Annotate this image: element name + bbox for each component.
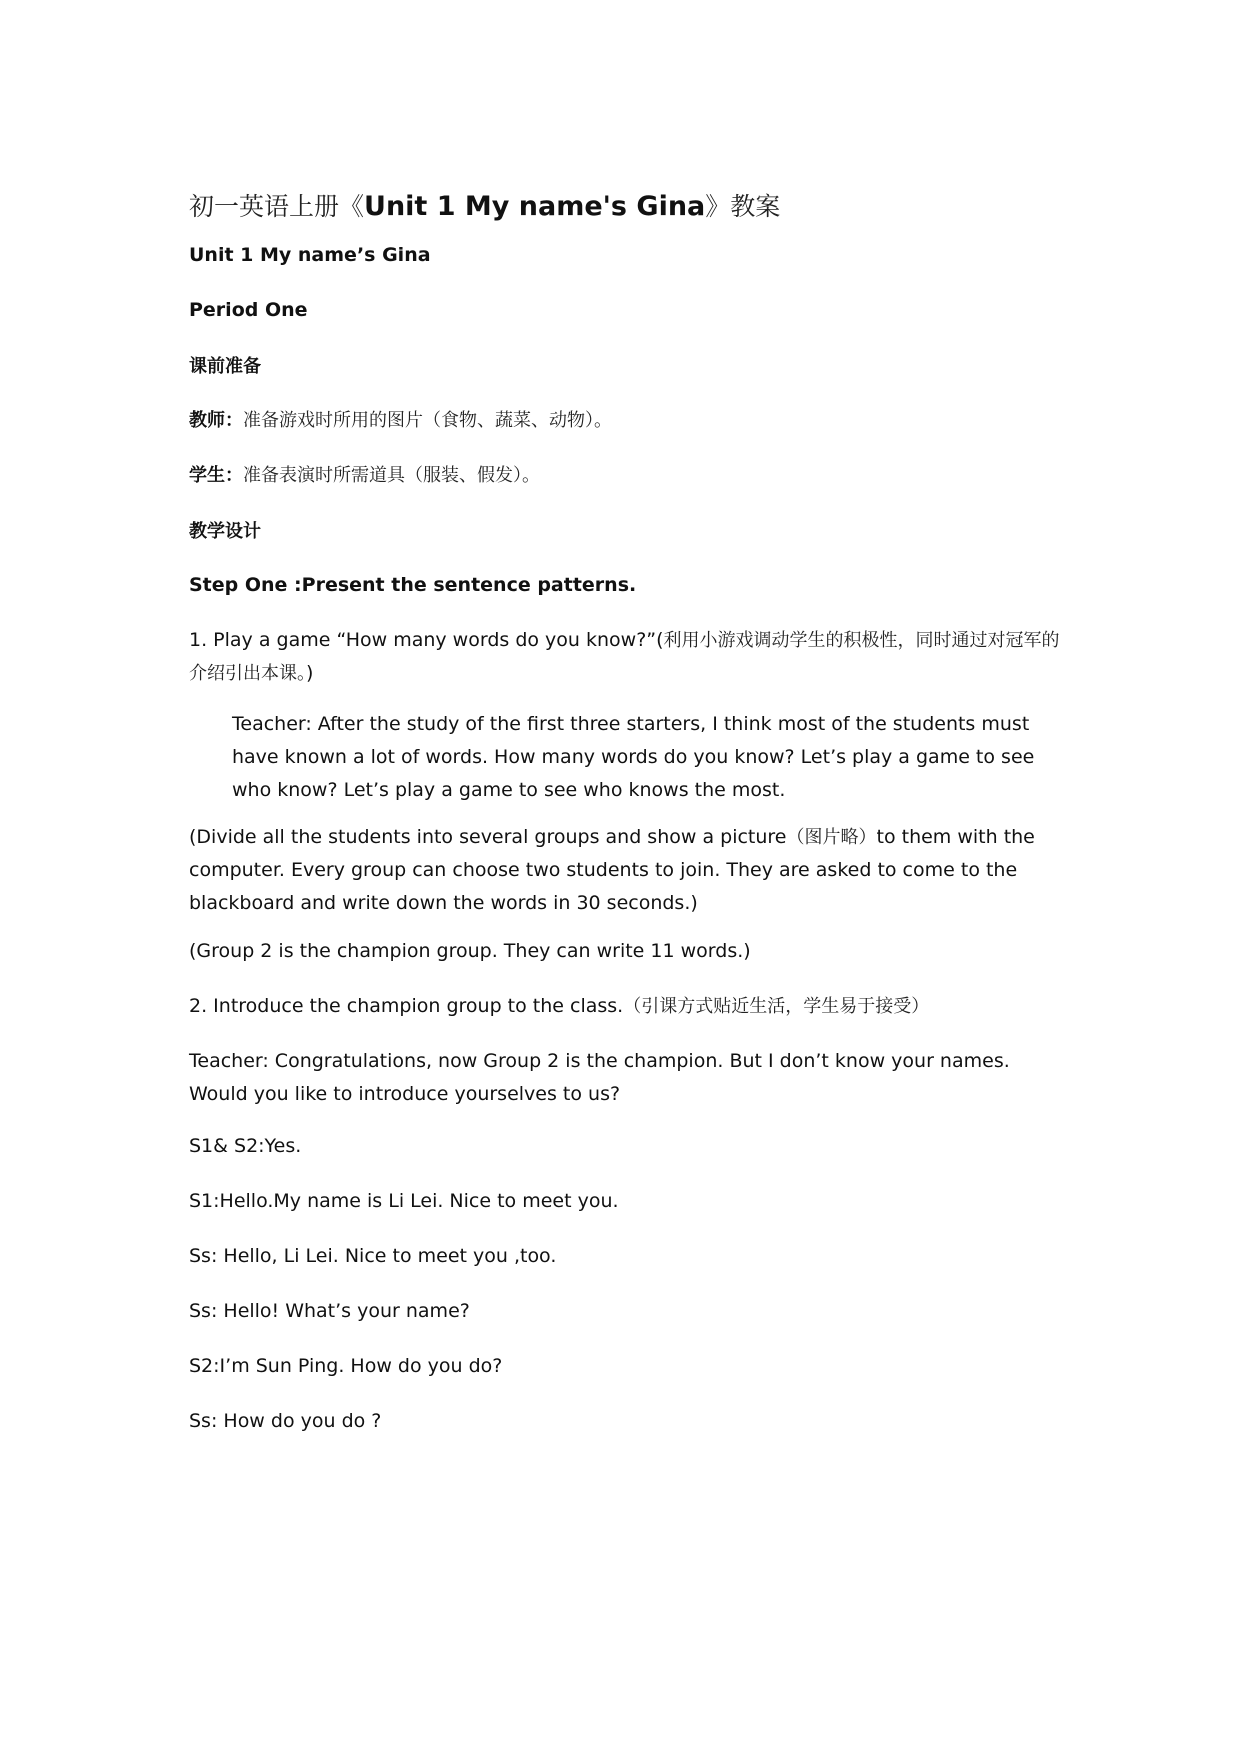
item-1-en: 1. Play a game “How many words do you know?”(: [189, 629, 664, 651]
dialogue-line: S1:Hello.My name is Li Lei. Nice to meet you.: [189, 1190, 619, 1212]
student-prep: [189, 459, 1069, 492]
dialogue-line: S2:I’m Sun Ping. How do you do?: [189, 1355, 503, 1377]
teacher-prep-text: 准备游戏时所用的图片（食物、蔬菜、动物）。: [243, 410, 612, 431]
item-2-en: 2. Introduce the champion group to the class.: [189, 995, 624, 1017]
teacher-quote: Teacher: After the study of the first three starters, I think most of the students must have known a lot of words. How many words do you know? Let’s play a game to see who know? Let’s play a game to see who knows the most.: [232, 713, 1035, 801]
prep-heading: 课前准备: [189, 356, 261, 377]
divide-paragraph: [189, 821, 1069, 920]
item-1-close: ): [306, 662, 314, 684]
item-2-cn: （引课方式贴近生活，学生易于接受）: [623, 996, 930, 1017]
divide-after: to them with the computer. Every group can choose two students to join. They are asked to come to the blackboard and write down the words in 30 seconds.): [189, 826, 1035, 914]
student-label: 学生：: [189, 465, 243, 486]
dialogue-line: Ss: Hello! What’s your name?: [189, 1300, 470, 1322]
dialogue-line: Ss: How do you do ?: [189, 1410, 382, 1432]
title-en: Unit 1 My name's Gina: [364, 191, 706, 222]
divide-before: (Divide all the students into several groups and show a picture: [189, 826, 787, 848]
unit-heading: Unit 1 My name’s Gina: [189, 244, 431, 266]
divide-cn: （图片略）: [786, 827, 877, 848]
dialogue-line: S1& S2:Yes.: [189, 1135, 302, 1157]
group-2-note: (Group 2 is the champion group. They can write 11 words.): [189, 940, 751, 962]
title-cn-suffix: 》教案: [705, 192, 781, 221]
teacher-congrats: Teacher: Congratulations, now Group 2 is the champion. But I don’t know your names. Would you like to introduce yourselves to us?: [189, 1050, 1010, 1105]
item-1: [189, 624, 1069, 690]
item-2: [189, 990, 1069, 1023]
step-one-heading: Step One :Present the sentence patterns.: [189, 574, 637, 596]
document-title: [189, 187, 1069, 227]
teacher-prep: [189, 404, 1069, 437]
dialogue-line: Ss: Hello, Li Lei. Nice to meet you ,too.: [189, 1245, 557, 1267]
design-heading: 教学设计: [189, 521, 261, 542]
student-prep-text: 准备表演时所需道具（服装、假发）。: [243, 465, 540, 486]
teacher-label: 教师：: [189, 410, 243, 431]
title-cn-prefix: 初一英语上册《: [189, 192, 365, 221]
period-heading: Period One: [189, 299, 308, 321]
item-1-cn: 利用小游戏调动学生的积极性，同时通过对冠军的介绍引出本课。: [189, 630, 1060, 684]
